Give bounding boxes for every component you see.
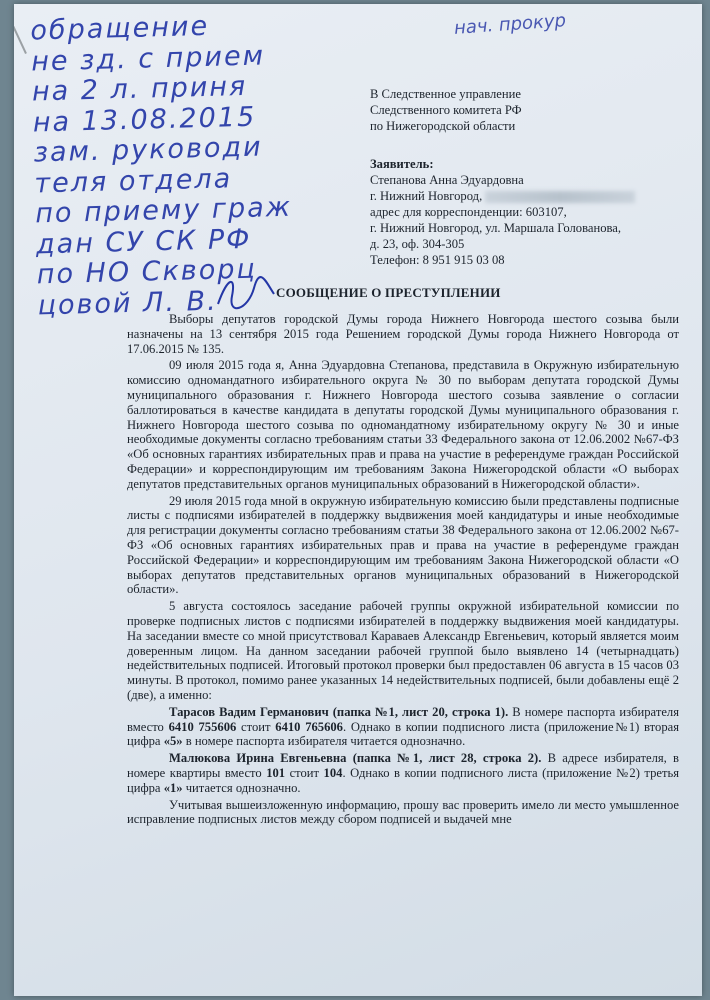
applicant-city: г. Нижний Новгород, xyxy=(370,188,690,204)
resolution-line: дан СУ СК РФ xyxy=(35,223,252,260)
signature-scribble xyxy=(214,274,278,314)
document-page xyxy=(14,4,702,996)
handwritten-resolution xyxy=(30,8,378,322)
resolution-line: по НО Скворц xyxy=(36,253,258,291)
paragraph: Выборы депутатов городской Думы города Нижнего Новгорода шестого созыва были назначены на 13 сентября 2015 года Решением городской Думы города Нижнего Новгорода от 17.06.2015 № 135. xyxy=(127,312,679,356)
applicant-street: г. Нижний Новгород, ул. Маршала Голованова, xyxy=(370,221,622,235)
paragraph: 09 июля 2015 года я, Анна Эдуардовна Степанова, представила в Окружную избирательную комиссию одномандатного избирательного округа № 30 по выборам депутата городской Думы муниципального образования г. Нижнего Новгорода шестого созыва заявление о согласии баллотироваться в качестве кандидата в депутаты городской Думы муниципального образования г. Нижнего Новгорода шестого созыва по одномандатному избирательному округу № 30 и иные необходимые документы согласно требованиям статьи 33 Федерального закона от 12.06.2002 №67-ФЗ «Об основных гарантиях избирательных прав и права на участие в референдуме граждан Российской Федерации» и корреспондирующим им требованиям Закона Нижегородской области «О выборах депутатов представительных органов муниципальных образований в Нижегородской области». xyxy=(127,358,679,491)
resolution-line: цовой Л. В. xyxy=(37,285,219,321)
applicant-name: Степанова Анна Эдуардовна xyxy=(370,173,524,187)
addressee-line: Следственного комитета РФ xyxy=(370,103,522,117)
addressee-line: В Следственное управление xyxy=(370,87,521,101)
document-body xyxy=(127,312,679,828)
resolution-line: теля отдела xyxy=(34,162,233,199)
applicant-phone: Телефон: 8 951 915 03 08 xyxy=(370,253,505,267)
addressee-line: по Нижегородской области xyxy=(370,119,516,133)
handwritten-note: нач. прокур xyxy=(453,10,567,39)
resolution-line: на 2 л. приня xyxy=(31,70,248,108)
resolution-line: зам. руководи xyxy=(33,131,263,169)
paragraph: 29 июля 2015 года мной в окружную избирательную комиссию были представлены подписные листы с подписями избирателей в поддержку выдвижения моей кандидатуры и иные необходимые для регистрации документы согласно требованиям статьи 38 Федерального закона от 12.06.2002 №67-ФЗ «Об основных гарантиях избирательных прав и права на участие в референдуме граждан Российской Федерации» и корреспондирующим им требованиям Закона Нижегородской области «О выборах депутатов представительных органов муниципальных образований в Нижегородской области». xyxy=(127,493,679,597)
applicant-label: Заявитель: xyxy=(370,157,434,171)
applicant-house: д. 23, оф. 304-305 xyxy=(370,237,465,251)
paragraph: 5 августа состоялось заседание рабочей группы окружной избирательной комиссии по проверке подписных листов с подписями избирателей в поддержку выдвижения моей кандидатуры. На заседании вместе со мной присутствовал Караваев Александр Евгеньевич, который является моим доверенным лицом. На данном заседании рабочей группой было выявлено 14 (четырнадцать) недействительных подписей. Итоговый протокол проверки был предоставлен 06 августа в 15 часов 03 минуты. В протокол, помимо ранее указанных 14 недействительных подписей, были добавлены ещё 2 (две), а именно: xyxy=(127,599,679,702)
applicant-postal: адрес для корреспонденции: 603107, xyxy=(370,205,567,219)
resolution-line: не зд. с прием xyxy=(30,39,266,77)
paragraph-malyukova: Малюкова Ирина Евгеньевна (папка №1, лист 28, строка 2). В адресе избирателя, в номере квартиры вместо 101 стоит 104. Однако в копии подписного листа (приложение №2) третья цифра «1» читается однозначно. xyxy=(127,751,680,795)
document-heading: СООБЩЕНИЕ О ПРЕСТУПЛЕНИИ xyxy=(276,285,501,300)
resolution-line: на 13.08.2015 xyxy=(32,101,257,138)
paragraph: Учитывая вышеизложенную информацию, прошу вас проверить имело ли место умышленное исправление подписных листов между сбором подписей и выдачей мне xyxy=(127,797,679,827)
paragraph-tarasov: Тарасов Вадим Германович (папка №1, лист 20, строка 1). В номере паспорта избирателя вместо 6410 755606 стоит 6410 765606. Однако в копии подписного листа (приложение№1) вторая цифра «5» в номере паспорта избирателя читается однозначно. xyxy=(127,704,679,749)
redacted-address xyxy=(485,191,635,203)
addressee-block xyxy=(370,86,690,268)
resolution-line: обращение xyxy=(30,10,210,47)
resolution-line: по приему граж xyxy=(34,191,293,230)
